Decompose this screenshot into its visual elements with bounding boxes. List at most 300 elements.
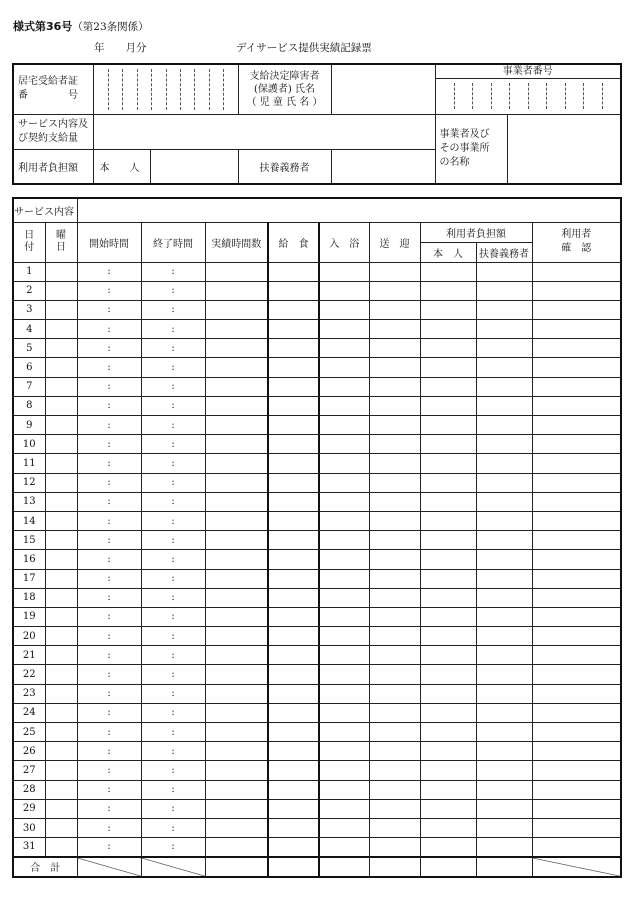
self-burden-field[interactable] xyxy=(420,703,476,722)
transport-field[interactable] xyxy=(369,588,420,607)
user-confirm-field[interactable] xyxy=(532,550,621,569)
actual-hours-field[interactable] xyxy=(205,473,268,492)
weekday-field[interactable] xyxy=(45,627,77,646)
transport-field[interactable] xyxy=(369,569,420,588)
transport-field[interactable] xyxy=(369,531,420,550)
meal-field[interactable] xyxy=(268,627,319,646)
start-time-field[interactable]: : xyxy=(77,339,141,358)
supporter-burden-field[interactable] xyxy=(476,607,532,626)
actual-hours-field[interactable] xyxy=(205,742,268,761)
meal-field[interactable] xyxy=(268,396,319,415)
user-confirm-field[interactable] xyxy=(532,435,621,454)
bath-field[interactable] xyxy=(319,799,369,818)
end-time-field[interactable]: : xyxy=(141,454,205,473)
supporter-burden-field[interactable] xyxy=(476,511,532,530)
weekday-field[interactable] xyxy=(45,281,77,300)
bath-field[interactable] xyxy=(319,588,369,607)
actual-hours-field[interactable] xyxy=(205,646,268,665)
weekday-field[interactable] xyxy=(45,818,77,837)
actual-hours-field[interactable] xyxy=(205,588,268,607)
bath-field[interactable] xyxy=(319,742,369,761)
actual-hours-field[interactable] xyxy=(205,761,268,780)
self-burden-field[interactable] xyxy=(420,838,476,857)
self-burden-field[interactable] xyxy=(420,454,476,473)
weekday-field[interactable] xyxy=(45,435,77,454)
weekday-field[interactable] xyxy=(45,761,77,780)
start-time-field[interactable]: : xyxy=(77,588,141,607)
actual-hours-field[interactable] xyxy=(205,723,268,742)
weekday-field[interactable] xyxy=(45,358,77,377)
transport-field[interactable] xyxy=(369,435,420,454)
user-confirm-field[interactable] xyxy=(532,723,621,742)
meal-field[interactable] xyxy=(268,761,319,780)
end-time-field[interactable]: : xyxy=(141,665,205,684)
supporter-burden-field[interactable] xyxy=(476,627,532,646)
user-confirm-field[interactable] xyxy=(532,703,621,722)
bath-field[interactable] xyxy=(319,818,369,837)
actual-hours-field[interactable] xyxy=(205,531,268,550)
provider-name-field[interactable] xyxy=(507,114,621,184)
service-content-row-field[interactable] xyxy=(77,198,621,222)
transport-field[interactable] xyxy=(369,492,420,511)
user-confirm-field[interactable] xyxy=(532,684,621,703)
weekday-field[interactable] xyxy=(45,492,77,511)
actual-hours-field[interactable] xyxy=(205,550,268,569)
user-confirm-field[interactable] xyxy=(532,799,621,818)
meal-field[interactable] xyxy=(268,377,319,396)
start-time-field[interactable]: : xyxy=(77,377,141,396)
supporter-burden-total[interactable] xyxy=(476,857,532,877)
self-burden-field[interactable] xyxy=(420,262,476,281)
meal-field[interactable] xyxy=(268,665,319,684)
start-time-field[interactable]: : xyxy=(77,665,141,684)
actual-hours-field[interactable] xyxy=(205,396,268,415)
user-confirm-field[interactable] xyxy=(532,300,621,319)
start-time-field[interactable]: : xyxy=(77,550,141,569)
weekday-field[interactable] xyxy=(45,742,77,761)
transport-field[interactable] xyxy=(369,627,420,646)
end-time-field[interactable]: : xyxy=(141,703,205,722)
end-time-field[interactable]: : xyxy=(141,281,205,300)
transport-field[interactable] xyxy=(369,358,420,377)
start-time-field[interactable]: : xyxy=(77,396,141,415)
bath-field[interactable] xyxy=(319,511,369,530)
bath-field[interactable] xyxy=(319,703,369,722)
actual-hours-field[interactable] xyxy=(205,358,268,377)
weekday-field[interactable] xyxy=(45,377,77,396)
user-confirm-field[interactable] xyxy=(532,473,621,492)
actual-hours-field[interactable] xyxy=(205,799,268,818)
self-burden-field[interactable] xyxy=(420,607,476,626)
supporter-burden-field[interactable] xyxy=(476,454,532,473)
meal-field[interactable] xyxy=(268,300,319,319)
end-time-field[interactable]: : xyxy=(141,799,205,818)
start-time-field[interactable]: : xyxy=(77,358,141,377)
end-time-field[interactable]: : xyxy=(141,742,205,761)
user-confirm-field[interactable] xyxy=(532,454,621,473)
meal-field[interactable] xyxy=(268,838,319,857)
weekday-field[interactable] xyxy=(45,665,77,684)
self-burden-field[interactable] xyxy=(420,627,476,646)
bath-field[interactable] xyxy=(319,300,369,319)
self-burden-field[interactable] xyxy=(420,358,476,377)
supporter-burden-field[interactable] xyxy=(476,646,532,665)
end-time-field[interactable]: : xyxy=(141,511,205,530)
actual-hours-total[interactable] xyxy=(205,857,268,877)
meal-field[interactable] xyxy=(268,588,319,607)
self-burden-field[interactable] xyxy=(420,416,476,435)
user-confirm-field[interactable] xyxy=(532,377,621,396)
meal-field[interactable] xyxy=(268,339,319,358)
transport-field[interactable] xyxy=(369,281,420,300)
supporter-burden-field[interactable] xyxy=(476,435,532,454)
weekday-field[interactable] xyxy=(45,723,77,742)
supporter-burden-field[interactable] xyxy=(476,339,532,358)
self-burden-field[interactable] xyxy=(420,531,476,550)
transport-field[interactable] xyxy=(369,684,420,703)
start-time-field[interactable]: : xyxy=(77,780,141,799)
transport-field[interactable] xyxy=(369,780,420,799)
end-time-field[interactable]: : xyxy=(141,569,205,588)
self-burden-field[interactable] xyxy=(420,588,476,607)
supporter-burden-field[interactable] xyxy=(476,473,532,492)
self-burden-field[interactable] xyxy=(420,281,476,300)
self-burden-field[interactable] xyxy=(420,665,476,684)
actual-hours-field[interactable] xyxy=(205,435,268,454)
transport-field[interactable] xyxy=(369,300,420,319)
actual-hours-field[interactable] xyxy=(205,703,268,722)
transport-total[interactable] xyxy=(369,857,420,877)
supporter-burden-field[interactable] xyxy=(476,818,532,837)
actual-hours-field[interactable] xyxy=(205,377,268,396)
end-time-field[interactable]: : xyxy=(141,320,205,339)
supporter-burden-field[interactable] xyxy=(476,396,532,415)
supporter-burden-field[interactable] xyxy=(476,320,532,339)
supporter-amount-field[interactable] xyxy=(331,149,435,184)
user-confirm-field[interactable] xyxy=(532,416,621,435)
weekday-field[interactable] xyxy=(45,569,77,588)
transport-field[interactable] xyxy=(369,646,420,665)
start-time-field[interactable]: : xyxy=(77,300,141,319)
meal-field[interactable] xyxy=(268,742,319,761)
bath-field[interactable] xyxy=(319,358,369,377)
start-time-field[interactable]: : xyxy=(77,742,141,761)
start-time-field[interactable]: : xyxy=(77,799,141,818)
transport-field[interactable] xyxy=(369,703,420,722)
actual-hours-field[interactable] xyxy=(205,320,268,339)
weekday-field[interactable] xyxy=(45,646,77,665)
self-burden-field[interactable] xyxy=(420,646,476,665)
supporter-burden-field[interactable] xyxy=(476,300,532,319)
end-time-field[interactable]: : xyxy=(141,723,205,742)
meal-field[interactable] xyxy=(268,569,319,588)
supporter-burden-field[interactable] xyxy=(476,358,532,377)
meal-field[interactable] xyxy=(268,492,319,511)
meal-field[interactable] xyxy=(268,607,319,626)
end-time-field[interactable]: : xyxy=(141,262,205,281)
user-confirm-field[interactable] xyxy=(532,262,621,281)
user-confirm-field[interactable] xyxy=(532,665,621,684)
transport-field[interactable] xyxy=(369,742,420,761)
start-time-field[interactable]: : xyxy=(77,703,141,722)
start-time-field[interactable]: : xyxy=(77,511,141,530)
self-burden-field[interactable] xyxy=(420,492,476,511)
supporter-burden-field[interactable] xyxy=(476,377,532,396)
meal-field[interactable] xyxy=(268,550,319,569)
bath-field[interactable] xyxy=(319,627,369,646)
self-burden-field[interactable] xyxy=(420,320,476,339)
meal-field[interactable] xyxy=(268,454,319,473)
start-time-field[interactable]: : xyxy=(77,262,141,281)
meal-field[interactable] xyxy=(268,780,319,799)
recipient-cert-number-field[interactable] xyxy=(93,64,238,114)
actual-hours-field[interactable] xyxy=(205,780,268,799)
weekday-field[interactable] xyxy=(45,511,77,530)
start-time-field[interactable]: : xyxy=(77,627,141,646)
meal-field[interactable] xyxy=(268,262,319,281)
transport-field[interactable] xyxy=(369,339,420,358)
supporter-burden-field[interactable] xyxy=(476,416,532,435)
actual-hours-field[interactable] xyxy=(205,607,268,626)
actual-hours-field[interactable] xyxy=(205,454,268,473)
weekday-field[interactable] xyxy=(45,703,77,722)
bath-field[interactable] xyxy=(319,473,369,492)
transport-field[interactable] xyxy=(369,550,420,569)
bath-field[interactable] xyxy=(319,569,369,588)
self-burden-field[interactable] xyxy=(420,742,476,761)
end-time-field[interactable]: : xyxy=(141,377,205,396)
transport-field[interactable] xyxy=(369,377,420,396)
decision-holder-name-field[interactable] xyxy=(331,64,435,114)
meal-field[interactable] xyxy=(268,818,319,837)
transport-field[interactable] xyxy=(369,511,420,530)
meal-field[interactable] xyxy=(268,473,319,492)
transport-field[interactable] xyxy=(369,723,420,742)
end-time-field[interactable]: : xyxy=(141,435,205,454)
start-time-field[interactable]: : xyxy=(77,416,141,435)
supporter-burden-field[interactable] xyxy=(476,492,532,511)
supporter-burden-field[interactable] xyxy=(476,780,532,799)
end-time-field[interactable]: : xyxy=(141,473,205,492)
meal-field[interactable] xyxy=(268,320,319,339)
end-time-field[interactable]: : xyxy=(141,761,205,780)
meal-field[interactable] xyxy=(268,511,319,530)
bath-field[interactable] xyxy=(319,339,369,358)
meal-field[interactable] xyxy=(268,435,319,454)
start-time-field[interactable]: : xyxy=(77,607,141,626)
weekday-field[interactable] xyxy=(45,588,77,607)
supporter-burden-field[interactable] xyxy=(476,723,532,742)
start-time-field[interactable]: : xyxy=(77,569,141,588)
weekday-field[interactable] xyxy=(45,550,77,569)
actual-hours-field[interactable] xyxy=(205,684,268,703)
transport-field[interactable] xyxy=(369,818,420,837)
bath-field[interactable] xyxy=(319,320,369,339)
actual-hours-field[interactable] xyxy=(205,838,268,857)
self-burden-field[interactable] xyxy=(420,300,476,319)
self-burden-field[interactable] xyxy=(420,761,476,780)
transport-field[interactable] xyxy=(369,454,420,473)
self-amount-field[interactable] xyxy=(150,149,238,184)
end-time-field[interactable]: : xyxy=(141,531,205,550)
weekday-field[interactable] xyxy=(45,607,77,626)
user-confirm-field[interactable] xyxy=(532,761,621,780)
bath-field[interactable] xyxy=(319,550,369,569)
weekday-field[interactable] xyxy=(45,780,77,799)
provider-number-field[interactable] xyxy=(435,64,621,114)
bath-field[interactable] xyxy=(319,780,369,799)
start-time-field[interactable]: : xyxy=(77,761,141,780)
user-confirm-field[interactable] xyxy=(532,607,621,626)
user-confirm-field[interactable] xyxy=(532,780,621,799)
user-confirm-field[interactable] xyxy=(532,396,621,415)
self-burden-field[interactable] xyxy=(420,339,476,358)
meal-field[interactable] xyxy=(268,646,319,665)
actual-hours-field[interactable] xyxy=(205,262,268,281)
weekday-field[interactable] xyxy=(45,339,77,358)
actual-hours-field[interactable] xyxy=(205,818,268,837)
end-time-field[interactable]: : xyxy=(141,684,205,703)
transport-field[interactable] xyxy=(369,262,420,281)
weekday-field[interactable] xyxy=(45,320,77,339)
self-burden-field[interactable] xyxy=(420,569,476,588)
start-time-field[interactable]: : xyxy=(77,320,141,339)
end-time-field[interactable]: : xyxy=(141,550,205,569)
end-time-field[interactable]: : xyxy=(141,607,205,626)
meal-field[interactable] xyxy=(268,723,319,742)
user-confirm-field[interactable] xyxy=(532,646,621,665)
service-content-field[interactable] xyxy=(93,114,435,149)
bath-field[interactable] xyxy=(319,607,369,626)
meal-total[interactable] xyxy=(268,857,319,877)
end-time-field[interactable]: : xyxy=(141,588,205,607)
supporter-burden-field[interactable] xyxy=(476,742,532,761)
user-confirm-field[interactable] xyxy=(532,511,621,530)
start-time-field[interactable]: : xyxy=(77,281,141,300)
self-burden-field[interactable] xyxy=(420,684,476,703)
self-burden-total[interactable] xyxy=(420,857,476,877)
supporter-burden-field[interactable] xyxy=(476,703,532,722)
bath-field[interactable] xyxy=(319,454,369,473)
meal-field[interactable] xyxy=(268,684,319,703)
supporter-burden-field[interactable] xyxy=(476,838,532,857)
meal-field[interactable] xyxy=(268,358,319,377)
user-confirm-field[interactable] xyxy=(532,838,621,857)
start-time-field[interactable]: : xyxy=(77,723,141,742)
end-time-field[interactable]: : xyxy=(141,416,205,435)
supporter-burden-field[interactable] xyxy=(476,684,532,703)
supporter-burden-field[interactable] xyxy=(476,550,532,569)
weekday-field[interactable] xyxy=(45,838,77,857)
supporter-burden-field[interactable] xyxy=(476,665,532,684)
bath-field[interactable] xyxy=(319,377,369,396)
start-time-field[interactable]: : xyxy=(77,531,141,550)
weekday-field[interactable] xyxy=(45,454,77,473)
end-time-field[interactable]: : xyxy=(141,492,205,511)
end-time-field[interactable]: : xyxy=(141,300,205,319)
meal-field[interactable] xyxy=(268,281,319,300)
self-burden-field[interactable] xyxy=(420,377,476,396)
self-burden-field[interactable] xyxy=(420,818,476,837)
bath-field[interactable] xyxy=(319,281,369,300)
actual-hours-field[interactable] xyxy=(205,627,268,646)
transport-field[interactable] xyxy=(369,607,420,626)
transport-field[interactable] xyxy=(369,761,420,780)
start-time-field[interactable]: : xyxy=(77,646,141,665)
bath-field[interactable] xyxy=(319,416,369,435)
transport-field[interactable] xyxy=(369,473,420,492)
bath-field[interactable] xyxy=(319,396,369,415)
start-time-field[interactable]: : xyxy=(77,454,141,473)
start-time-field[interactable]: : xyxy=(77,492,141,511)
end-time-field[interactable]: : xyxy=(141,627,205,646)
actual-hours-field[interactable] xyxy=(205,569,268,588)
end-time-field[interactable]: : xyxy=(141,818,205,837)
end-time-field[interactable]: : xyxy=(141,358,205,377)
weekday-field[interactable] xyxy=(45,396,77,415)
self-burden-field[interactable] xyxy=(420,473,476,492)
actual-hours-field[interactable] xyxy=(205,492,268,511)
user-confirm-field[interactable] xyxy=(532,492,621,511)
actual-hours-field[interactable] xyxy=(205,416,268,435)
self-burden-field[interactable] xyxy=(420,435,476,454)
user-confirm-field[interactable] xyxy=(532,358,621,377)
self-burden-field[interactable] xyxy=(420,396,476,415)
start-time-field[interactable]: : xyxy=(77,818,141,837)
transport-field[interactable] xyxy=(369,396,420,415)
transport-field[interactable] xyxy=(369,665,420,684)
start-time-field[interactable]: : xyxy=(77,684,141,703)
supporter-burden-field[interactable] xyxy=(476,761,532,780)
start-time-field[interactable]: : xyxy=(77,838,141,857)
user-confirm-field[interactable] xyxy=(532,742,621,761)
supporter-burden-field[interactable] xyxy=(476,588,532,607)
bath-field[interactable] xyxy=(319,435,369,454)
end-time-field[interactable]: : xyxy=(141,339,205,358)
end-time-field[interactable]: : xyxy=(141,396,205,415)
meal-field[interactable] xyxy=(268,703,319,722)
end-time-field[interactable]: : xyxy=(141,780,205,799)
start-time-field[interactable]: : xyxy=(77,435,141,454)
transport-field[interactable] xyxy=(369,320,420,339)
user-confirm-field[interactable] xyxy=(532,281,621,300)
transport-field[interactable] xyxy=(369,799,420,818)
weekday-field[interactable] xyxy=(45,684,77,703)
user-confirm-field[interactable] xyxy=(532,627,621,646)
user-confirm-field[interactable] xyxy=(532,531,621,550)
weekday-field[interactable] xyxy=(45,799,77,818)
actual-hours-field[interactable] xyxy=(205,281,268,300)
bath-field[interactable] xyxy=(319,761,369,780)
user-confirm-field[interactable] xyxy=(532,588,621,607)
supporter-burden-field[interactable] xyxy=(476,262,532,281)
user-confirm-field[interactable] xyxy=(532,569,621,588)
weekday-field[interactable] xyxy=(45,300,77,319)
bath-field[interactable] xyxy=(319,646,369,665)
self-burden-field[interactable] xyxy=(420,799,476,818)
self-burden-field[interactable] xyxy=(420,511,476,530)
start-time-field[interactable]: : xyxy=(77,473,141,492)
user-confirm-field[interactable] xyxy=(532,818,621,837)
meal-field[interactable] xyxy=(268,416,319,435)
bath-field[interactable] xyxy=(319,262,369,281)
bath-field[interactable] xyxy=(319,531,369,550)
supporter-burden-field[interactable] xyxy=(476,569,532,588)
bath-field[interactable] xyxy=(319,723,369,742)
self-burden-field[interactable] xyxy=(420,780,476,799)
supporter-burden-field[interactable] xyxy=(476,281,532,300)
weekday-field[interactable] xyxy=(45,531,77,550)
